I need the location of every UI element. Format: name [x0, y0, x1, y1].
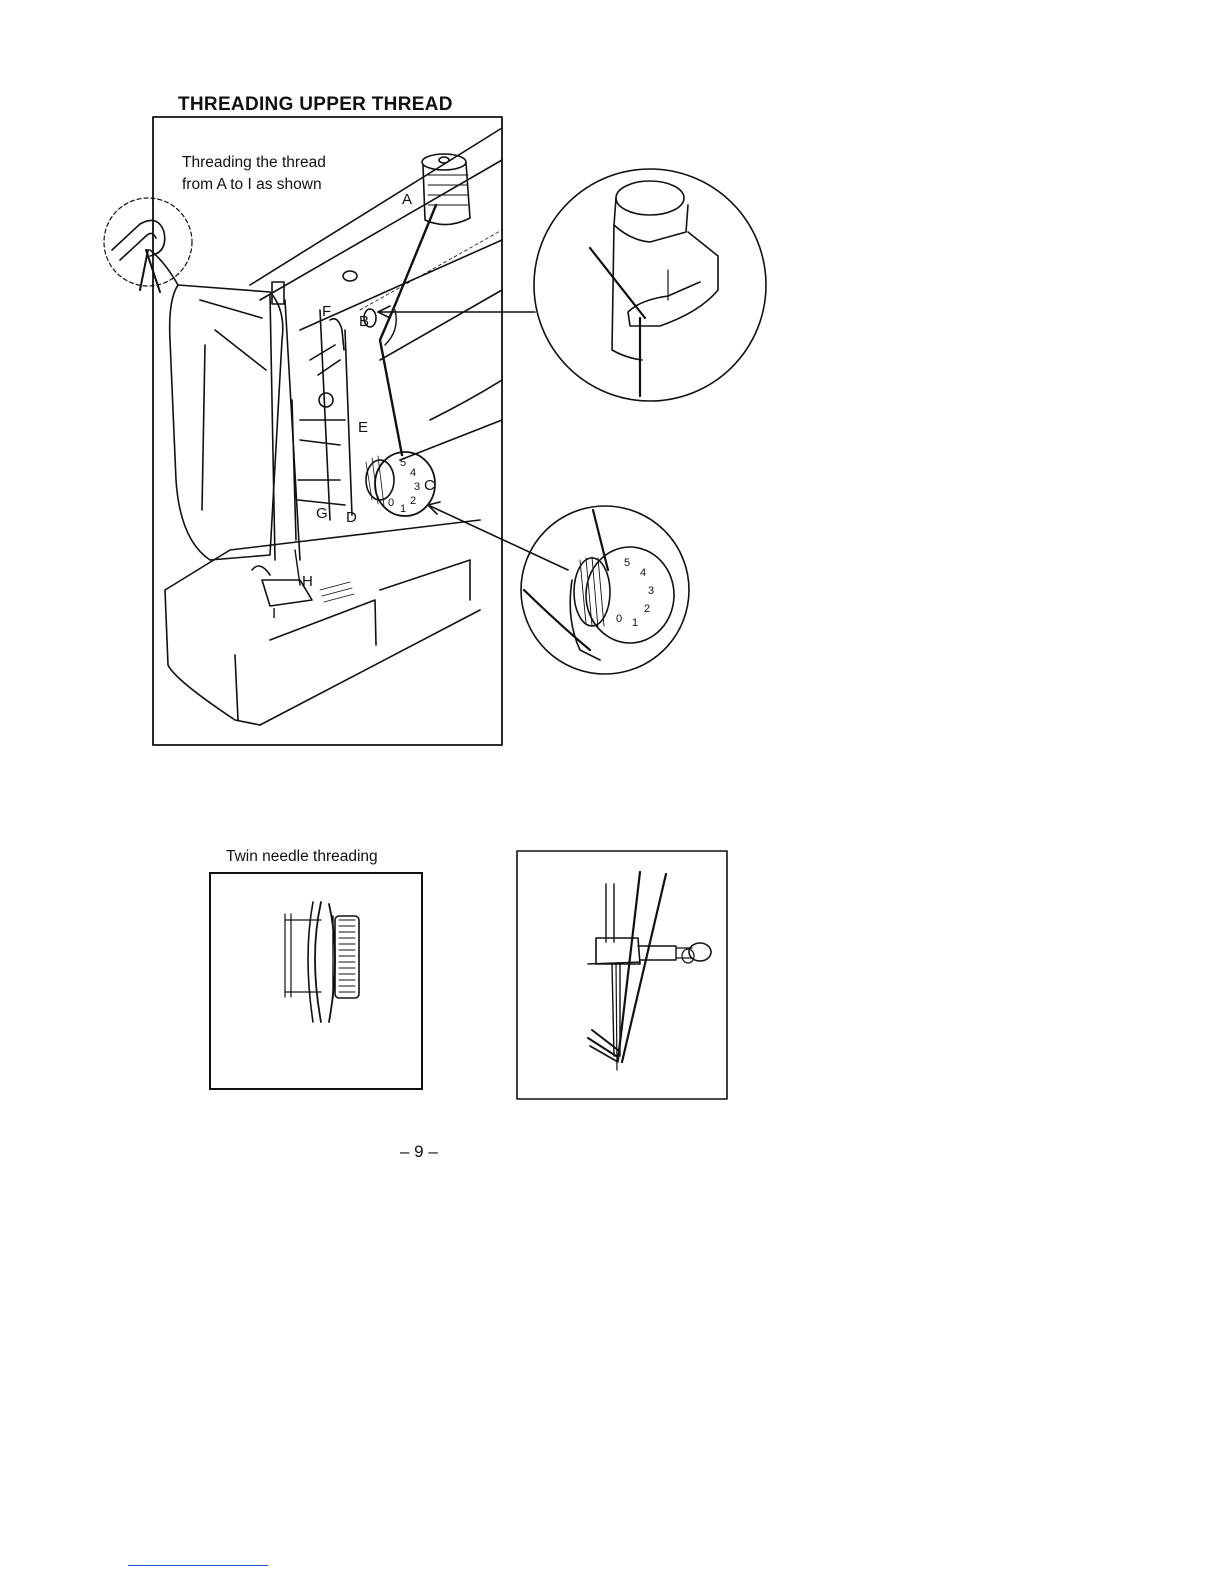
point-label-i: I	[272, 605, 277, 622]
point-label-d: D	[346, 509, 357, 526]
inset-dial-number: 2	[644, 603, 651, 615]
dial-number: 2	[410, 495, 417, 507]
inset-dial-number: 0	[616, 613, 623, 625]
point-label-c: C	[424, 477, 435, 494]
page-number: – 9 –	[400, 1142, 438, 1161]
diagram-caption	[182, 152, 326, 196]
dial-number: 0	[388, 497, 395, 509]
inset-dial-number: 1	[632, 617, 639, 629]
point-label-h: H	[302, 573, 313, 590]
twin-needle-tension-figure	[209, 872, 423, 1090]
point-label-g: G	[316, 505, 328, 522]
footer-rule	[128, 1565, 268, 1566]
twin-needle-caption: Twin needle threading	[226, 848, 378, 865]
point-label-f: F	[322, 303, 332, 320]
dial-number: 5	[400, 457, 407, 469]
inset-dial-number: 5	[624, 557, 631, 569]
dial-number: 1	[400, 503, 407, 515]
twin-needle-guide-figure	[516, 850, 728, 1100]
dial-number: 3	[414, 481, 421, 493]
section-title: THREADING UPPER THREAD	[178, 94, 453, 115]
threading-diagram	[100, 112, 800, 752]
point-label-e: E	[358, 419, 369, 436]
diagram-caption-line: from A to I as shown	[182, 176, 322, 193]
point-label-b: B	[359, 313, 370, 330]
inset-dial-number: 3	[648, 585, 655, 597]
point-label-a: A	[402, 191, 413, 208]
diagram-caption-line: Threading the thread	[182, 154, 326, 171]
inset-dial-number: 4	[640, 567, 647, 579]
dial-number: 4	[410, 467, 417, 479]
